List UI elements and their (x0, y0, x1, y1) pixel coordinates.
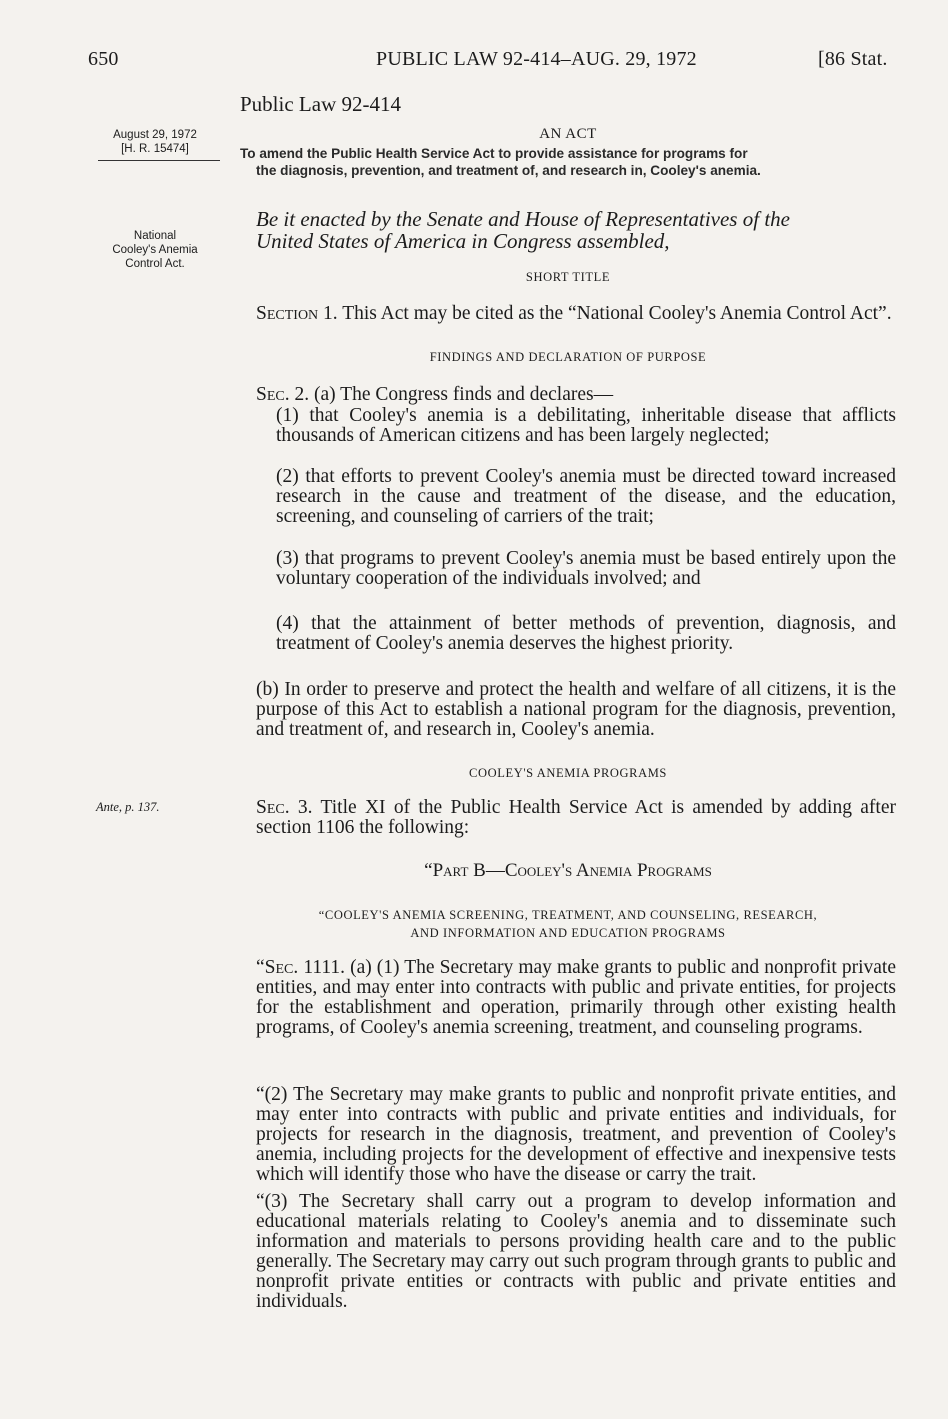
section-2-label: Sec. (256, 384, 290, 405)
heading-programs: COOLEY'S ANEMIA PROGRAMS (469, 766, 667, 780)
section-1111-a-3: “(3) The Secretary shall carry out a program to develop information and educational materials relating to Cooley's anemia and to disseminate such information and materials to persons providing health care and to the public generally. The Secretary may carry out such program through grants to public and nonprofit private entities or contracts with public and private entities and individuals. (256, 1191, 896, 1312)
enacting-clause (256, 208, 896, 252)
heading-short-title: SHORT TITLE (525, 270, 611, 284)
section-2-a (256, 385, 896, 405)
section-2-text: 2. (a) The Congress finds and declares— (289, 384, 614, 405)
heading-section-1111 (240, 906, 896, 942)
running-title: PUBLIC LAW 92-414–AUG. 29, 1972 (376, 48, 697, 70)
enacting-line-1: Be it enacted by the Senate and House of Representatives of the (256, 207, 790, 231)
margin-date: August 29, 1972 (113, 129, 197, 141)
purpose-line-1: To amend the Public Health Service Act to provide assistance for programs for (240, 146, 748, 161)
section-1111-a-2: “(2) The Secretary may make grants to public and nonprofit private entities, and may enter into contracts with public and private entities and individuals, for projects for research in the diagnosis, treatment, and prevention of Cooley's anemia, including projects for the development of effective and inexpensive tests which will identify those who have the disease or carry the trait. (256, 1084, 896, 1185)
margin-date-note (90, 128, 220, 156)
act-purpose (240, 145, 896, 179)
section-3-text: 3. Title XI of the Public Health Service Act is amended by adding after section 1106 the following: (256, 797, 896, 838)
finding-4: (4) that the attainment of better methods of prevention, diagnosis, and treatment of Cooley's anemia deserves the highest priority. (276, 613, 896, 654)
finding-3: (3) that programs to prevent Cooley's anemia must be based entirely upon the voluntary cooperation of the individuals involved; and (276, 548, 896, 589)
margin-divider (98, 160, 220, 161)
heading-section-1111-line-1: “COOLEY'S ANEMIA SCREENING, TREATMENT, AND COUNSELING, RESEARCH, (318, 908, 818, 922)
section-1 (256, 304, 896, 324)
section-1-label: Section (256, 303, 319, 324)
purpose-line-2: the diagnosis, prevention, and treatment of, and research in, Cooley's anemia. (256, 163, 761, 178)
section-2-b: (b) In order to preserve and protect the health and welfare of all citizens, it is the purpose of this Act to establish a national program for the diagnosis, prevention, and treatment of, and research in, Cooley's anemia. (256, 679, 896, 740)
finding-2: (2) that efforts to prevent Cooley's anemia must be directed toward increased research in the cause and treatment of the disease, and the education, screening, and counseling of carriers of the trait; (276, 466, 896, 527)
heading-part-b: “Part B—Cooley's Anemia Programs (424, 860, 712, 881)
section-1111-a-1-text: 1111. (a) (1) The Secretary may make grants to public and nonprofit private entities, and may enter into contracts with public and private entities, for projects for the establishment and operation, primarily through other existing health programs, of Cooley's anemia screening, treatment, and counseling programs. (256, 957, 896, 1038)
margin-short-title-2: Cooley's Anemia (112, 244, 198, 256)
section-3-label: Sec. (256, 797, 290, 818)
enacting-line-2: United States of America in Congress assembled, (256, 229, 670, 253)
page-number: 650 (88, 48, 119, 70)
heading-findings: FINDINGS AND DECLARATION OF PURPOSE (429, 350, 707, 364)
section-3 (256, 798, 896, 838)
section-1-text: 1. This Act may be cited as the “National Cooley's Anemia Control Act”. (318, 303, 892, 324)
public-law-title: Public Law 92-414 (240, 92, 401, 116)
margin-short-title-3: Control Act. (125, 258, 185, 270)
margin-ante-note: Ante, p. 137. (96, 800, 160, 814)
margin-short-title-note (90, 229, 220, 271)
section-1111-label: “Sec. (256, 957, 299, 978)
section-1111-a-1 (256, 958, 896, 1038)
statute-reference: [86 Stat. (818, 48, 888, 70)
act-heading: AN ACT (539, 126, 597, 142)
margin-short-title-1: National (133, 230, 177, 242)
margin-bill: [H. R. 15474] (121, 143, 189, 155)
heading-section-1111-line-2: AND INFORMATION AND EDUCATION PROGRAMS (410, 926, 726, 940)
finding-1: (1) that Cooley's anemia is a debilitating, inheritable disease that afflicts thousands of American citizens and has been largely neglected; (276, 405, 896, 446)
